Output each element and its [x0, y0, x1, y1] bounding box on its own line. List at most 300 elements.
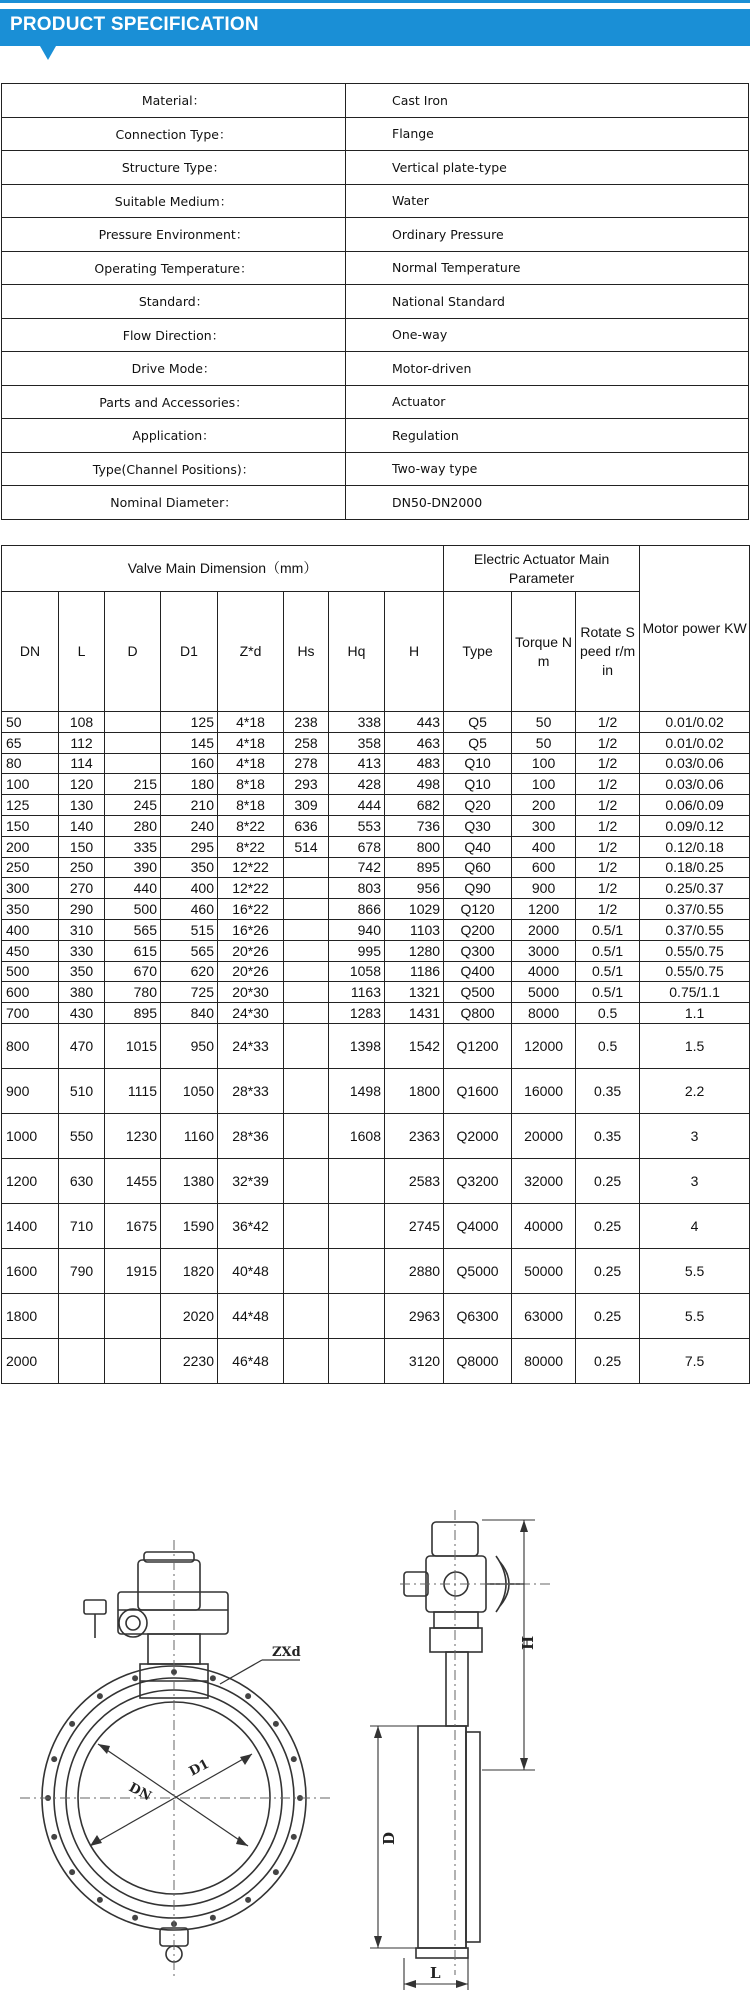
table-cell: 8*18 [218, 795, 284, 816]
column-header: Z*d [218, 592, 284, 712]
table-cell: 463 [385, 732, 444, 753]
table-row [2, 1158, 750, 1203]
spec-row [2, 84, 749, 118]
table-cell: 1/2 [576, 753, 640, 774]
table-cell: 293 [284, 774, 329, 795]
spec-value: One-way [346, 318, 749, 352]
table-cell: 350 [161, 857, 218, 878]
table-cell: Q60 [444, 857, 512, 878]
table-cell: Q200 [444, 919, 512, 940]
table-cell: 63000 [512, 1293, 576, 1338]
spec-value: Ordinary Pressure [346, 218, 749, 252]
table-cell: 338 [329, 712, 385, 733]
table-row [2, 940, 750, 961]
table-cell [284, 857, 329, 878]
table-cell: 114 [59, 753, 105, 774]
table-cell: 8000 [512, 1003, 576, 1024]
table-cell: 1600 [2, 1248, 59, 1293]
table-row [2, 836, 750, 857]
table-cell: 1115 [105, 1068, 161, 1113]
table-cell: 500 [2, 961, 59, 982]
table-cell: 0.12/0.18 [640, 836, 750, 857]
table-cell: 1/2 [576, 857, 640, 878]
table-cell: 180 [161, 774, 218, 795]
table-cell: 470 [59, 1023, 105, 1068]
table-cell: 12*22 [218, 878, 284, 899]
table-cell: 1200 [512, 899, 576, 920]
spec-label: Flow Direction： [2, 318, 346, 352]
table-cell: 2000 [512, 919, 576, 940]
table-cell: Q90 [444, 878, 512, 899]
table-cell: Q8000 [444, 1338, 512, 1383]
table-cell: 215 [105, 774, 161, 795]
table-cell: 310 [59, 919, 105, 940]
table-cell: 24*30 [218, 1003, 284, 1024]
table-cell: 4000 [512, 961, 576, 982]
table-cell: 3 [640, 1113, 750, 1158]
spec-row [2, 318, 749, 352]
h-label: H [519, 1635, 537, 1650]
table-cell: 0.01/0.02 [640, 732, 750, 753]
table-cell: 1915 [105, 1248, 161, 1293]
table-cell: 0.25 [576, 1248, 640, 1293]
table-cell: 100 [512, 753, 576, 774]
table-cell: 112 [59, 732, 105, 753]
table-cell: 0.25/0.37 [640, 878, 750, 899]
table-cell: 2.2 [640, 1068, 750, 1113]
table-cell: 258 [284, 732, 329, 753]
table-cell: Q1200 [444, 1023, 512, 1068]
spec-row [2, 419, 749, 453]
column-header: Rotate Speed r/min [576, 592, 640, 712]
table-cell: 36*42 [218, 1203, 284, 1248]
spec-row [2, 285, 749, 319]
table-cell: 210 [161, 795, 218, 816]
table-cell [59, 1293, 105, 1338]
table-cell: 600 [2, 982, 59, 1003]
table-cell: 32*39 [218, 1158, 284, 1203]
bolt-hole [291, 1834, 297, 1840]
table-cell: 0.37/0.55 [640, 899, 750, 920]
spec-value: Cast Iron [346, 84, 749, 118]
table-cell: 0.35 [576, 1113, 640, 1158]
table-cell: 350 [2, 899, 59, 920]
spec-label: Drive Mode： [2, 352, 346, 386]
bolt-hole [291, 1756, 297, 1762]
table-cell: 636 [284, 815, 329, 836]
dimension-table [1, 545, 750, 1384]
table-row [2, 1003, 750, 1024]
table-cell: 1398 [329, 1023, 385, 1068]
table-row [2, 899, 750, 920]
table-cell: 40*48 [218, 1248, 284, 1293]
table-cell: 565 [105, 919, 161, 940]
bolt-hole [97, 1693, 103, 1699]
table-cell: 5.5 [640, 1293, 750, 1338]
table-cell: 150 [59, 836, 105, 857]
l-label: L [430, 1964, 441, 1982]
spec-row [2, 218, 749, 252]
table-row [2, 961, 750, 982]
table-cell: 1000 [2, 1113, 59, 1158]
table-cell: 620 [161, 961, 218, 982]
table-cell: 1542 [385, 1023, 444, 1068]
table-cell: 44*48 [218, 1293, 284, 1338]
table-cell [105, 732, 161, 753]
spec-label: Nominal Diameter： [2, 486, 346, 520]
table-cell [284, 961, 329, 982]
bolt-hole [132, 1675, 138, 1681]
table-cell: 800 [385, 836, 444, 857]
table-row [2, 919, 750, 940]
table-cell: 1058 [329, 961, 385, 982]
table-cell [105, 753, 161, 774]
bolt-hole [51, 1756, 57, 1762]
table-cell: Q5 [444, 712, 512, 733]
column-header: D [105, 592, 161, 712]
table-cell [284, 1293, 329, 1338]
table-cell: 0.06/0.09 [640, 795, 750, 816]
table-cell: 1400 [2, 1203, 59, 1248]
table-cell: 940 [329, 919, 385, 940]
spec-label: Standard： [2, 285, 346, 319]
spec-value: DN50-DN2000 [346, 486, 749, 520]
table-cell: 358 [329, 732, 385, 753]
table-cell: 16*22 [218, 899, 284, 920]
column-header: D1 [161, 592, 218, 712]
table-cell: 803 [329, 878, 385, 899]
table-cell: 1/2 [576, 836, 640, 857]
table-cell: 270 [59, 878, 105, 899]
table-cell: 428 [329, 774, 385, 795]
bolt-hole [69, 1721, 75, 1727]
table-cell: 1455 [105, 1158, 161, 1203]
table-cell: 2963 [385, 1293, 444, 1338]
dn-label: DN [126, 1780, 154, 1805]
table-cell: 736 [385, 815, 444, 836]
table-cell: 50 [2, 712, 59, 733]
table-cell: Q5000 [444, 1248, 512, 1293]
table-cell: Q3200 [444, 1158, 512, 1203]
table-cell: 1029 [385, 899, 444, 920]
table-cell: 200 [2, 836, 59, 857]
spec-row [2, 117, 749, 151]
table-cell: 40000 [512, 1203, 576, 1248]
spec-label: Suitable Medium： [2, 184, 346, 218]
table-cell [329, 1338, 385, 1383]
table-cell: 2020 [161, 1293, 218, 1338]
table-cell: 682 [385, 795, 444, 816]
table-cell: 125 [2, 795, 59, 816]
table-cell: 0.5/1 [576, 961, 640, 982]
table-cell: 790 [59, 1248, 105, 1293]
table-cell [284, 1023, 329, 1068]
table-row [2, 795, 750, 816]
table-cell [284, 1158, 329, 1203]
table-cell: 2230 [161, 1338, 218, 1383]
table-cell: 500 [105, 899, 161, 920]
table-cell: 4*18 [218, 753, 284, 774]
table-cell: 0.5/1 [576, 982, 640, 1003]
table-cell: 400 [512, 836, 576, 857]
table-cell: 950 [161, 1023, 218, 1068]
table-cell: 250 [2, 857, 59, 878]
table-cell: 900 [512, 878, 576, 899]
spec-value: Flange [346, 117, 749, 151]
table-cell: 670 [105, 961, 161, 982]
table-cell: 483 [385, 753, 444, 774]
spec-value: Regulation [346, 419, 749, 453]
table-cell: Q40 [444, 836, 512, 857]
table-cell: 1103 [385, 919, 444, 940]
table-cell: 630 [59, 1158, 105, 1203]
table-row [2, 1023, 750, 1068]
table-cell: 20*30 [218, 982, 284, 1003]
table-cell: 0.5 [576, 1023, 640, 1068]
spec-row [2, 486, 749, 520]
table-cell: 1/2 [576, 815, 640, 836]
table-cell: 840 [161, 1003, 218, 1024]
table-cell: 700 [2, 1003, 59, 1024]
table-cell: 390 [105, 857, 161, 878]
column-header: L [59, 592, 105, 712]
table-cell: 28*36 [218, 1113, 284, 1158]
table-cell: 0.25 [576, 1293, 640, 1338]
table-cell: 3000 [512, 940, 576, 961]
table-row [2, 815, 750, 836]
table-cell: 20*26 [218, 940, 284, 961]
table-cell: 444 [329, 795, 385, 816]
table-row [2, 982, 750, 1003]
table-cell: 995 [329, 940, 385, 961]
table-cell: 678 [329, 836, 385, 857]
table-row [2, 753, 750, 774]
table-cell: 120 [59, 774, 105, 795]
banner-top-line [0, 0, 750, 3]
d-label: D [380, 1831, 398, 1845]
spec-row [2, 452, 749, 486]
bolt-hole [273, 1869, 279, 1875]
table-cell: 46*48 [218, 1338, 284, 1383]
table-cell [329, 1203, 385, 1248]
table-cell: 108 [59, 712, 105, 733]
table-cell [284, 1248, 329, 1293]
table-cell: 1675 [105, 1203, 161, 1248]
table-cell: 615 [105, 940, 161, 961]
table-cell: 440 [105, 878, 161, 899]
table-cell [329, 1293, 385, 1338]
table-cell: 0.37/0.55 [640, 919, 750, 940]
spec-label: Connection Type： [2, 117, 346, 151]
d1-label: D1 [186, 1756, 212, 1780]
table-cell: 0.03/0.06 [640, 753, 750, 774]
table-cell: 309 [284, 795, 329, 816]
table-cell: 1431 [385, 1003, 444, 1024]
table-cell: 280 [105, 815, 161, 836]
table-cell: 2363 [385, 1113, 444, 1158]
table-cell: 330 [59, 940, 105, 961]
table-row [2, 1203, 750, 1248]
spec-value: National Standard [346, 285, 749, 319]
spec-label: Operating Temperature： [2, 251, 346, 285]
table-cell: 145 [161, 732, 218, 753]
table-cell: Q120 [444, 899, 512, 920]
table-cell: 460 [161, 899, 218, 920]
table-cell [329, 1248, 385, 1293]
table-cell: 150 [2, 815, 59, 836]
table-cell: Q400 [444, 961, 512, 982]
spec-label: Parts and Accessories： [2, 385, 346, 419]
table-cell: 100 [2, 774, 59, 795]
table-cell: 1050 [161, 1068, 218, 1113]
table-cell: 2745 [385, 1203, 444, 1248]
table-cell [284, 940, 329, 961]
table-cell: Q30 [444, 815, 512, 836]
table-cell: 1186 [385, 961, 444, 982]
table-cell: 2880 [385, 1248, 444, 1293]
table-cell: 32000 [512, 1158, 576, 1203]
zxd-label: ZXd [272, 1645, 301, 1660]
table-cell: 80000 [512, 1338, 576, 1383]
table-cell: 1280 [385, 940, 444, 961]
table-cell: 3 [640, 1158, 750, 1203]
table-cell: 50 [512, 732, 576, 753]
table-row [2, 1113, 750, 1158]
table-cell: 0.09/0.12 [640, 815, 750, 836]
table-cell: Q500 [444, 982, 512, 1003]
table-cell: 780 [105, 982, 161, 1003]
table-cell: 24*33 [218, 1023, 284, 1068]
table-cell: 0.5/1 [576, 919, 640, 940]
table-cell: 125 [161, 712, 218, 733]
table-cell: 1.1 [640, 1003, 750, 1024]
table-cell: 1/2 [576, 795, 640, 816]
table-cell: 50000 [512, 1248, 576, 1293]
table-cell: Q300 [444, 940, 512, 961]
table-cell: 1200 [2, 1158, 59, 1203]
table-cell: 65 [2, 732, 59, 753]
table-cell: 8*22 [218, 815, 284, 836]
column-header: Hq [329, 592, 385, 712]
table-cell: 1/2 [576, 712, 640, 733]
table-row [2, 712, 750, 733]
table-cell: 443 [385, 712, 444, 733]
table-cell: 400 [161, 878, 218, 899]
table-cell: 16000 [512, 1068, 576, 1113]
side-view-drawing [380, 1500, 750, 1997]
table-cell: 1800 [2, 1293, 59, 1338]
table-cell [284, 899, 329, 920]
table-cell: 1820 [161, 1248, 218, 1293]
column-header: Torque Nm [512, 592, 576, 712]
table-cell: 0.18/0.25 [640, 857, 750, 878]
column-header: Type [444, 592, 512, 712]
table-cell: 1/2 [576, 878, 640, 899]
table-cell: Q800 [444, 1003, 512, 1024]
section-banner [0, 0, 750, 56]
table-cell: 50 [512, 712, 576, 733]
table-cell: 0.5 [576, 1003, 640, 1024]
table-cell: 0.35 [576, 1068, 640, 1113]
table-cell: Q20 [444, 795, 512, 816]
table-cell: 565 [161, 940, 218, 961]
table-cell [105, 712, 161, 733]
spec-row [2, 385, 749, 419]
table-cell [329, 1158, 385, 1203]
table-cell: 0.01/0.02 [640, 712, 750, 733]
bolt-hole [210, 1675, 216, 1681]
table-cell: 335 [105, 836, 161, 857]
table-cell: 430 [59, 1003, 105, 1024]
spec-label: Type(Channel Positions)： [2, 452, 346, 486]
table-cell: 5.5 [640, 1248, 750, 1293]
table-cell: 160 [161, 753, 218, 774]
table-cell: 28*33 [218, 1068, 284, 1113]
table-cell: 1/2 [576, 732, 640, 753]
table-cell: 20000 [512, 1113, 576, 1158]
table-cell: 510 [59, 1068, 105, 1113]
column-header: DN [2, 592, 59, 712]
table-cell: 600 [512, 857, 576, 878]
table-cell [284, 878, 329, 899]
table-cell: 245 [105, 795, 161, 816]
table-cell: 100 [512, 774, 576, 795]
spec-label: Structure Type： [2, 151, 346, 185]
table-row [2, 878, 750, 899]
spec-row [2, 184, 749, 218]
table-cell: 2000 [2, 1338, 59, 1383]
table-row [2, 774, 750, 795]
table-cell: 3120 [385, 1338, 444, 1383]
front-view-drawing [0, 1500, 340, 1997]
table-cell: 4*18 [218, 732, 284, 753]
valve-dimension-group-header: Valve Main Dimension（mm） [2, 546, 444, 592]
table-cell: 553 [329, 815, 385, 836]
table-cell: 1590 [161, 1203, 218, 1248]
table-cell: 1160 [161, 1113, 218, 1158]
table-cell: 238 [284, 712, 329, 733]
table-cell: 16*26 [218, 919, 284, 940]
table-row [2, 1338, 750, 1383]
table-cell: 1015 [105, 1023, 161, 1068]
table-cell: 130 [59, 795, 105, 816]
table-cell: 12*22 [218, 857, 284, 878]
table-cell: 895 [385, 857, 444, 878]
table-cell [59, 1338, 105, 1383]
table-cell: 1.5 [640, 1023, 750, 1068]
bolt-hole [51, 1834, 57, 1840]
table-cell: 350 [59, 961, 105, 982]
table-cell: 300 [512, 815, 576, 836]
spec-row [2, 151, 749, 185]
table-cell: 380 [59, 982, 105, 1003]
table-cell: 1/2 [576, 899, 640, 920]
table-cell: 140 [59, 815, 105, 836]
table-cell: 1230 [105, 1113, 161, 1158]
table-cell: 0.75/1.1 [640, 982, 750, 1003]
spec-label: Pressure Environment： [2, 218, 346, 252]
column-header: H [385, 592, 444, 712]
table-cell [105, 1338, 161, 1383]
table-row [2, 857, 750, 878]
table-cell: 1321 [385, 982, 444, 1003]
table-cell: Q4000 [444, 1203, 512, 1248]
table-cell [284, 1003, 329, 1024]
bolt-hole [273, 1721, 279, 1727]
table-cell: 4 [640, 1203, 750, 1248]
table-cell: 1800 [385, 1068, 444, 1113]
spec-table [1, 83, 749, 520]
